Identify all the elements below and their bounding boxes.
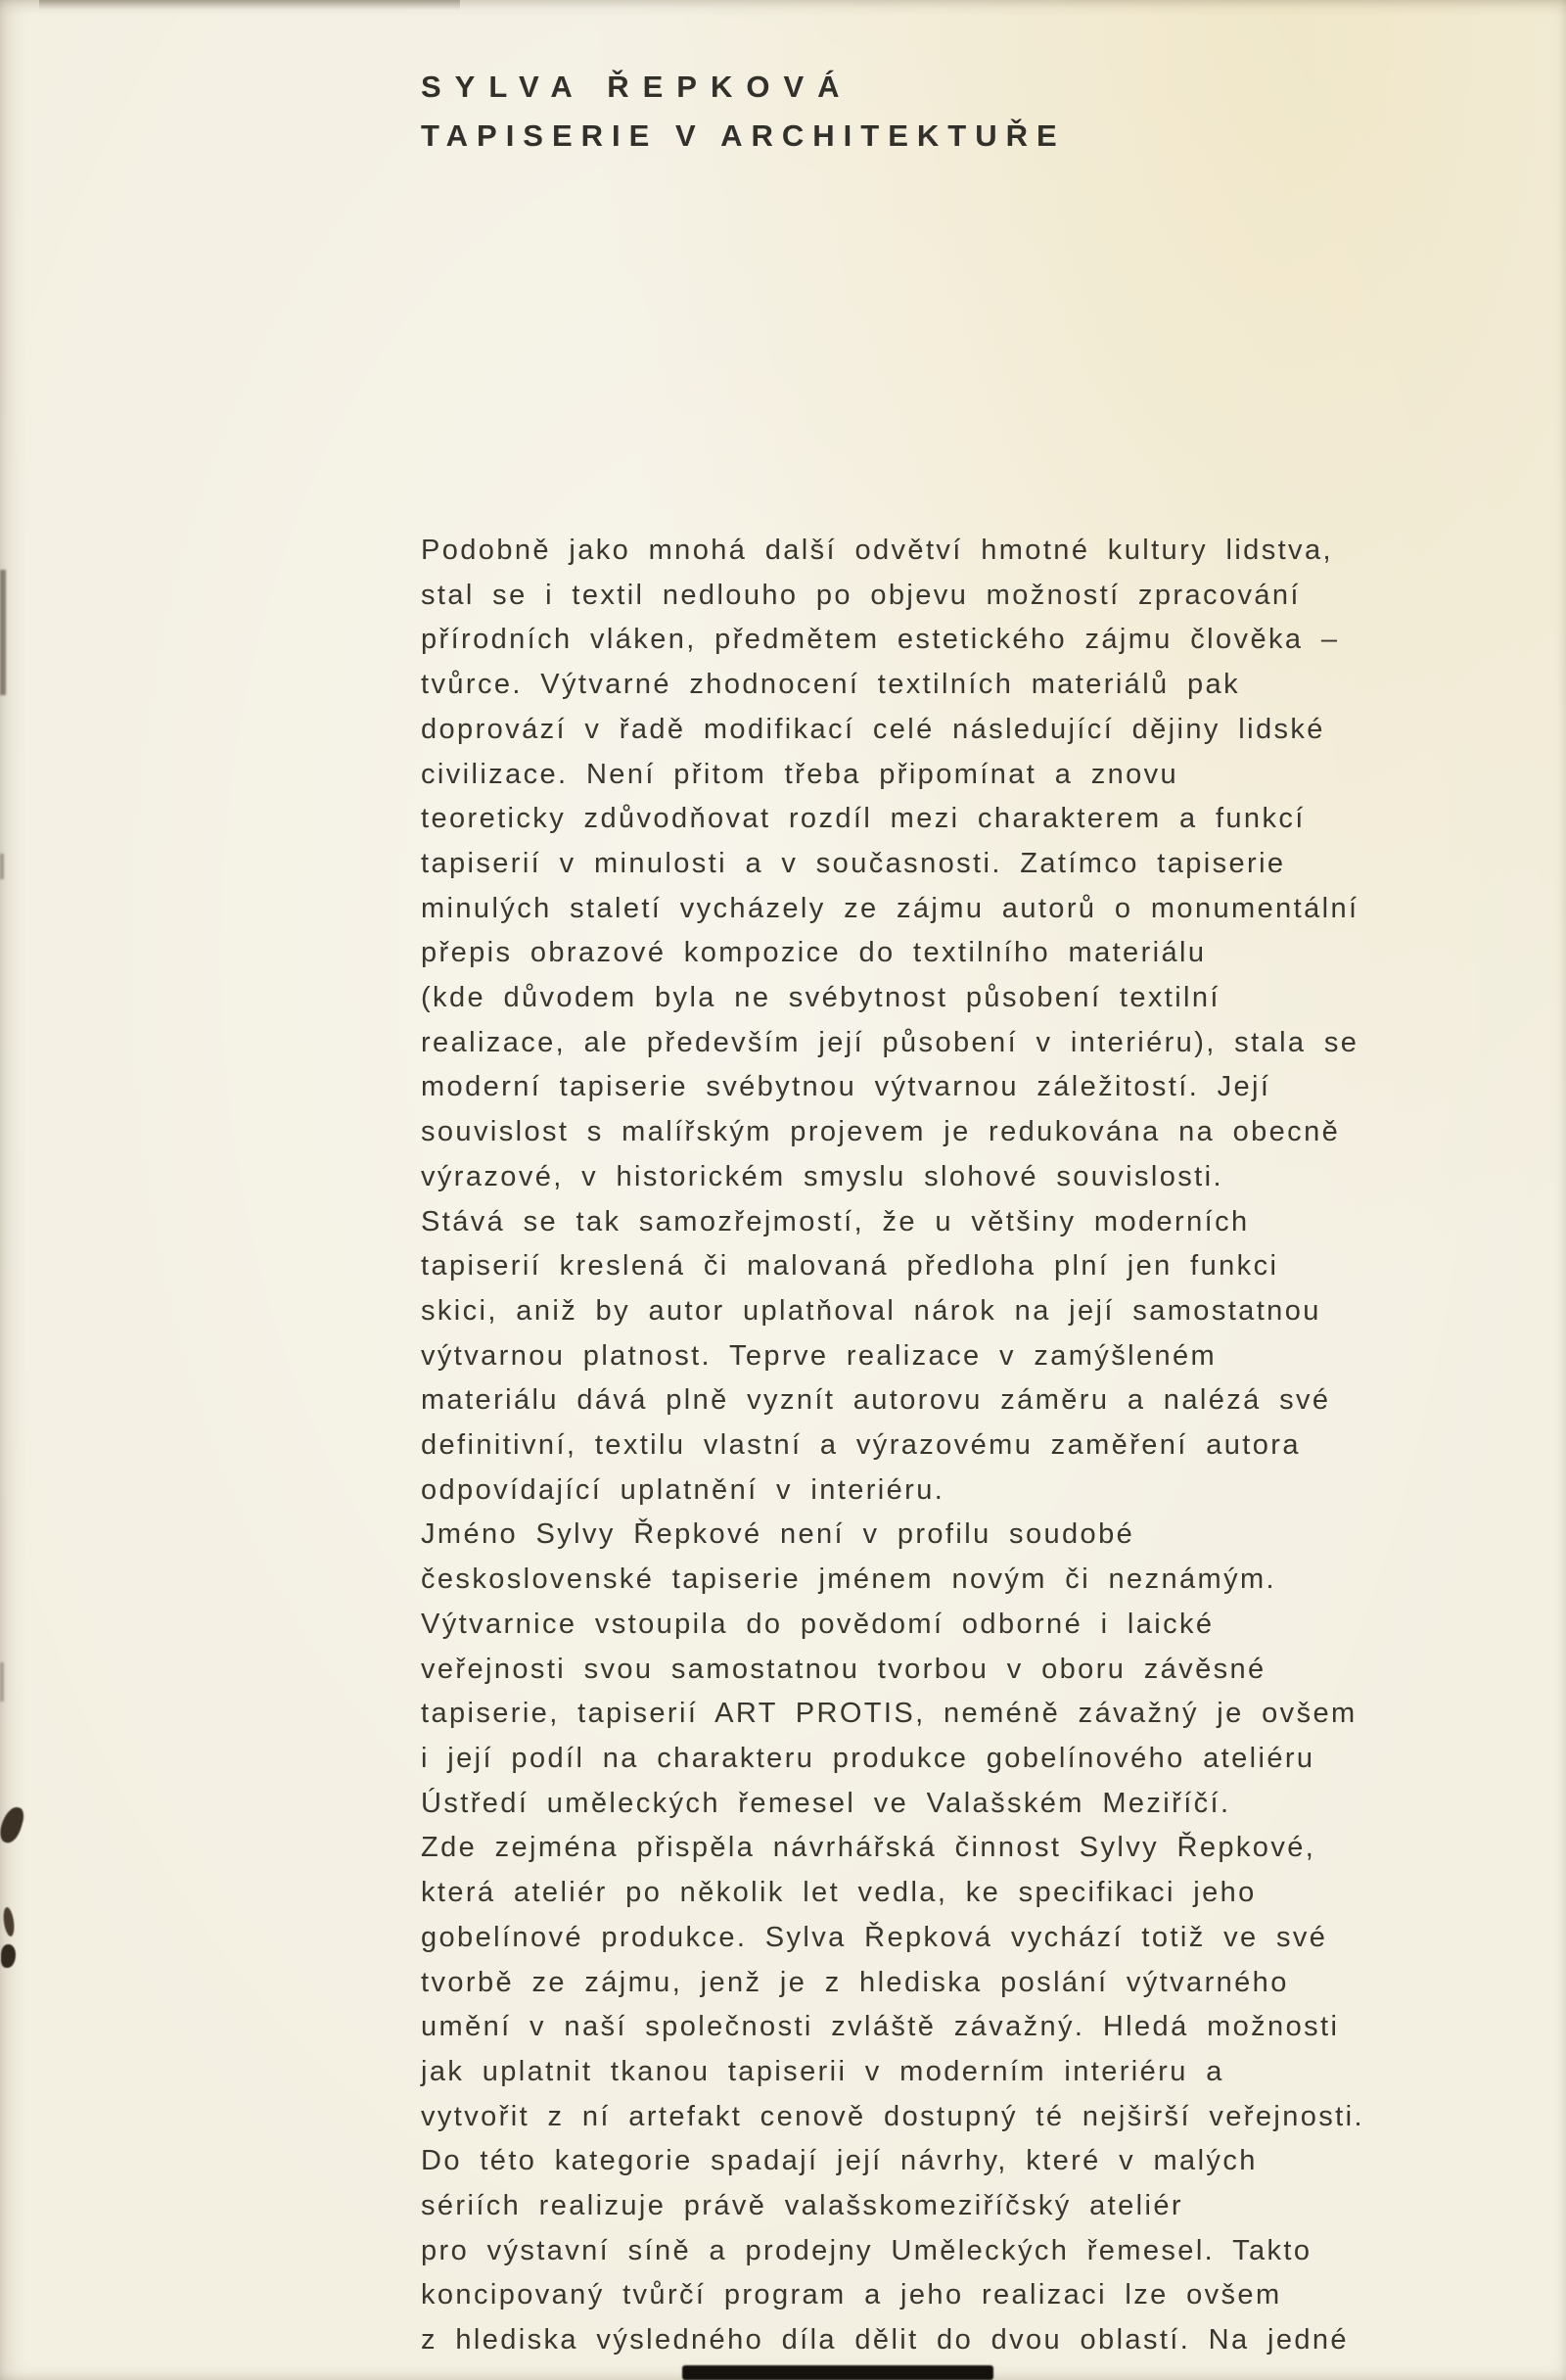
scan-artifact-ink-blob [0, 1804, 26, 1845]
title-block [421, 63, 1066, 161]
text-line: Stává se tak samozřejmostí, že u většiny moderních [421, 1205, 1250, 1237]
scan-artifact-top-shadow [39, 0, 460, 10]
page-title: SYLVA ŘEPKOVÁ [421, 70, 853, 104]
text-line: Zde zejména přispěla návrhářská činnost Sylvy Řepkové, [421, 1832, 1316, 1864]
scan-artifact-bottom-band [682, 2365, 993, 2380]
text-line: tvůrce. Výtvarné zhodnocení textilních materiálů pak [421, 669, 1240, 701]
text-line: civilizace. Není přitom třeba připomínat a znovu [421, 758, 1179, 790]
scan-artifact-ink-blob [1, 1944, 16, 1968]
text-line: tapiserií v minulosti a v současnosti. Zatímco tapiserie [421, 847, 1286, 879]
text-line: výtvarnou platnost. Teprve realizace v zamýšleném [421, 1339, 1218, 1372]
text-line: materiálu dává plně vyznít autorovu záměru a nalézá své [421, 1384, 1331, 1417]
scan-artifact-left-edge [0, 1662, 4, 1702]
scan-artifact-ink-blob [2, 1906, 16, 1937]
text-line: definitivní, textilu vlastní a výrazovému zaměření autora [421, 1429, 1301, 1462]
text-line: výrazové, v historickém smyslu slohové souvislosti. [421, 1160, 1223, 1192]
scan-artifact-left-edge [0, 854, 4, 879]
text-line: tapiserií kreslená či malovaná předloha plní jen funkci [421, 1250, 1279, 1283]
scan-artifact-left-edge [0, 570, 6, 695]
text-line: odpovídající uplatnění v interiéru. [421, 1473, 945, 1506]
text-line: Do této kategorie spadají její návrhy, které v malých [421, 2145, 1258, 2177]
body-text [421, 529, 1527, 2363]
text-line: Výtvarnice vstoupila do povědomí odborné i laické [421, 1608, 1215, 1640]
text-line: Podobně jako mnohá další odvětví hmotné kultury lidstva, [421, 535, 1333, 566]
text-line: Ústředí uměleckých řemesel ve Valašském Meziříčí. [421, 1787, 1231, 1819]
text-line: skici, aniž by autor uplatňoval nárok na její samostatnou [421, 1294, 1321, 1327]
text-line: i její podíl na charakteru produkce gobelínového ateliéru [421, 1742, 1315, 1774]
text-line: koncipovaný tvůrčí program a jeho realizaci lze ovšem [421, 2279, 1282, 2311]
text-line: gobelínové produkce. Sylva Řepková vychází totiž ve své [421, 1921, 1328, 1953]
text-line: tvorbě ze zájmu, jenž je z hlediska poslání výtvarného [421, 1966, 1289, 1998]
text-line: tapiserie, tapiserií ART PROTIS, neméně závažný je ovšem [421, 1698, 1358, 1730]
text-line: (kde důvodem byla ne svébytnost působení textilní [421, 982, 1221, 1014]
text-line: sériích realizuje právě valašskomeziříčský ateliér [421, 2190, 1183, 2222]
text-line: jak uplatnit tkanou tapiserii v moderním interiéru a [421, 2055, 1224, 2087]
text-line: přírodních vláken, předmětem estetického zájmu člověka – [421, 624, 1340, 656]
text-line: minulých staletí vycházely ze zájmu autorů o monumentální [421, 892, 1359, 924]
text-line: souvislost s malířským projevem je redukována na obecně [421, 1116, 1341, 1148]
text-line: realizace, ale především její působení v interiéru), stala se [421, 1026, 1359, 1058]
text-line: která ateliér po několik let vedla, ke specifikaci jeho [421, 1877, 1257, 1909]
text-line: umění v naší společnosti zvláště závažný. Hledá možnosti [421, 2011, 1340, 2043]
text-line: moderní tapiserie svébytnou výtvarnou záležitostí. Její [421, 1071, 1271, 1103]
text-line: veřejnosti svou samostatnou tvorbou v oboru závěsné [421, 1653, 1267, 1685]
page-subtitle: TAPISERIE V ARCHITEKTUŘE [421, 118, 1066, 153]
text-line: stal se i textil nedlouho po objevu možností zpracování [421, 579, 1301, 611]
text-line: doprovází v řadě modifikací celé následující dějiny lidské [421, 713, 1325, 745]
text-line: z hlediska výsledného díla dělit do dvou oblastí. Na jedné [421, 2324, 1349, 2357]
text-line: československé tapiserie jménem novým či neznámým. [421, 1563, 1276, 1596]
text-line: pro výstavní síně a prodejny Uměleckých řemesel. Takto [421, 2234, 1313, 2266]
text-line: přepis obrazové kompozice do textilního materiálu [421, 937, 1207, 969]
text-line: vytvořit z ní artefakt cenově dostupný té nejširší veřejnosti. [421, 2100, 1364, 2132]
text-line: Jméno Sylvy Řepkové není v profilu soudobé [421, 1518, 1135, 1551]
text-line: teoreticky zdůvodňovat rozdíl mezi charakterem a funkcí [421, 803, 1306, 835]
